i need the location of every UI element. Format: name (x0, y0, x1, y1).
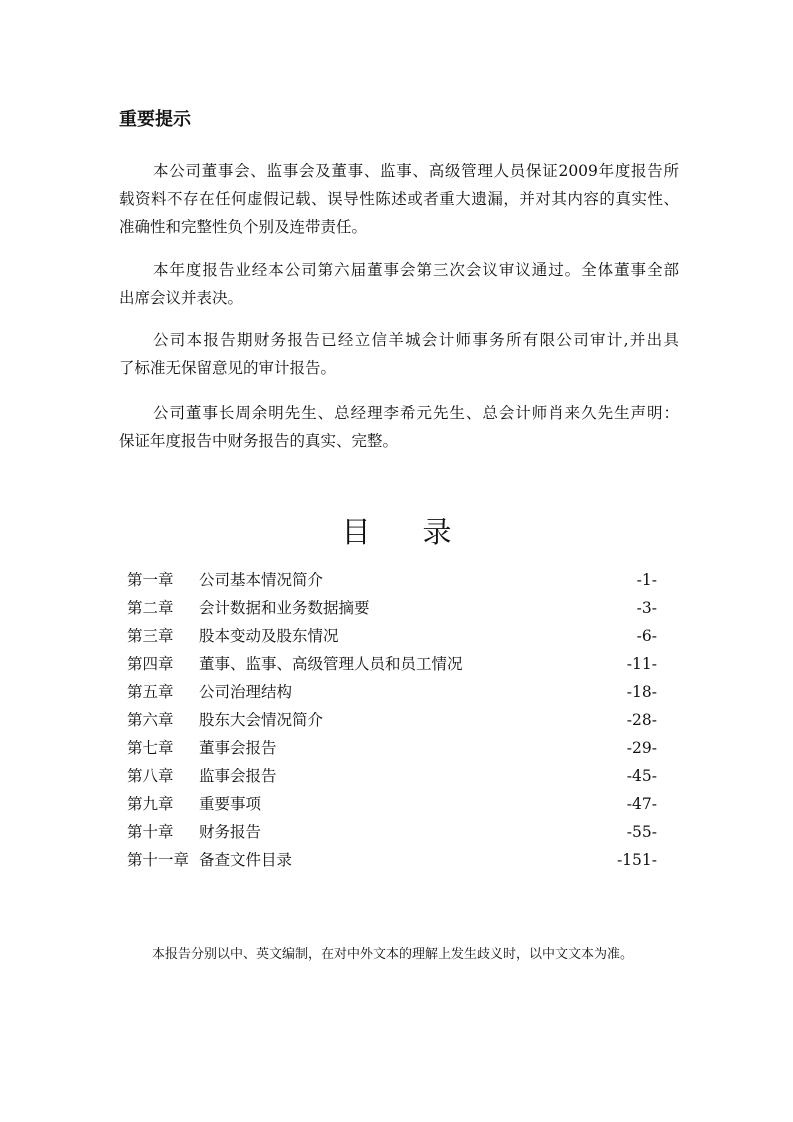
toc-page-number: -11- (626, 655, 657, 673)
paragraph (119, 399, 679, 455)
toc-chapter-number: 第一章 (127, 571, 174, 589)
toc-page-number: -151- (616, 851, 657, 869)
toc-entry[interactable] (127, 650, 667, 678)
toc-entry[interactable] (127, 622, 667, 650)
toc-chapter-title: 备查文件目录 (199, 851, 293, 869)
toc-chapter-number: 第四章 (127, 655, 174, 673)
toc-entry[interactable] (127, 678, 667, 706)
toc-chapter-number: 第六章 (127, 711, 174, 729)
toc-page-number: -6- (636, 627, 657, 645)
paragraph-line: 公司本报告期财务报告已经立信羊城会计师事务所有限公司审计,并出具 (153, 331, 679, 349)
paragraph-line: 了标准无保留意见的审计报告。 (119, 359, 337, 377)
toc-entry[interactable] (127, 790, 667, 818)
toc-chapter-title: 股本变动及股东情况 (199, 627, 339, 645)
toc-chapter-number: 第二章 (127, 599, 174, 617)
toc-chapter-title: 董事会报告 (199, 739, 277, 757)
paragraph-line: 载资料不存在任何虚假记载、误导性陈述或者重大遗漏，并对其内容的真实性、 (119, 190, 679, 208)
toc-chapter-title: 监事会报告 (199, 767, 277, 785)
toc-entry[interactable] (127, 846, 667, 874)
toc-chapter-number: 第十一章 (127, 851, 190, 869)
footer-note: 本报告分别以中、英文编制，在对中外文本的理解上发生歧义时，以中文文本为准。 (152, 947, 634, 962)
toc-chapter-number: 第十章 (127, 823, 174, 841)
toc-entry[interactable] (127, 818, 667, 846)
toc-page-number: -3- (636, 599, 657, 617)
toc-page-number: -45- (626, 767, 657, 785)
paragraph-line: 准确性和完整性负个别及连带责任。 (119, 218, 368, 236)
paragraph (119, 326, 679, 382)
toc-title (0, 510, 793, 551)
toc-entry[interactable] (127, 762, 667, 790)
toc-entry[interactable] (127, 566, 667, 594)
toc-page-number: -29- (626, 739, 657, 757)
toc-chapter-title: 公司治理结构 (199, 683, 293, 701)
paragraph-line: 本公司董事会、监事会及董事、监事、高级管理人员保证2009年度报告所 (153, 162, 679, 180)
toc-page-number: -18- (626, 683, 657, 701)
toc-chapter-number: 第五章 (127, 683, 174, 701)
paragraph (119, 256, 679, 312)
toc-page-number: -47- (626, 795, 657, 813)
toc-chapter-title: 股东大会情况简介 (199, 711, 324, 729)
paragraph-line: 公司董事长周余明先生、总经理李希元先生、总会计师肖来久先生声明： (153, 404, 679, 422)
toc-entry[interactable] (127, 594, 667, 622)
toc-title-char: 目 (341, 515, 371, 549)
toc-chapter-number: 第九章 (127, 795, 174, 813)
toc-chapter-number: 第八章 (127, 767, 174, 785)
paragraph-line: 本年度报告业经本公司第六届董事会第三次会议审议通过。全体董事全部 (153, 261, 679, 279)
toc-entry[interactable] (127, 706, 667, 734)
toc-chapter-title: 财务报告 (199, 823, 262, 841)
toc-title-char: 录 (422, 515, 452, 549)
toc-page-number: -1- (636, 571, 657, 589)
paragraph-line: 保证年度报告中财务报告的真实、完整。 (119, 432, 399, 450)
toc-chapter-title: 董事、监事、高级管理人员和员工情况 (199, 655, 463, 673)
table-of-contents (127, 566, 667, 874)
toc-chapter-number: 第七章 (127, 739, 174, 757)
toc-chapter-title: 公司基本情况简介 (199, 571, 324, 589)
toc-chapter-title: 重要事项 (199, 795, 262, 813)
toc-chapter-number: 第三章 (127, 627, 174, 645)
toc-page-number: -55- (626, 823, 657, 841)
section-heading: 重要提示 (119, 109, 191, 130)
toc-entry[interactable] (127, 734, 667, 762)
paragraph-line: 出席会议并表决。 (119, 289, 244, 307)
toc-chapter-title: 会计数据和业务数据摘要 (199, 599, 370, 617)
toc-page-number: -28- (626, 711, 657, 729)
paragraph (119, 157, 679, 241)
